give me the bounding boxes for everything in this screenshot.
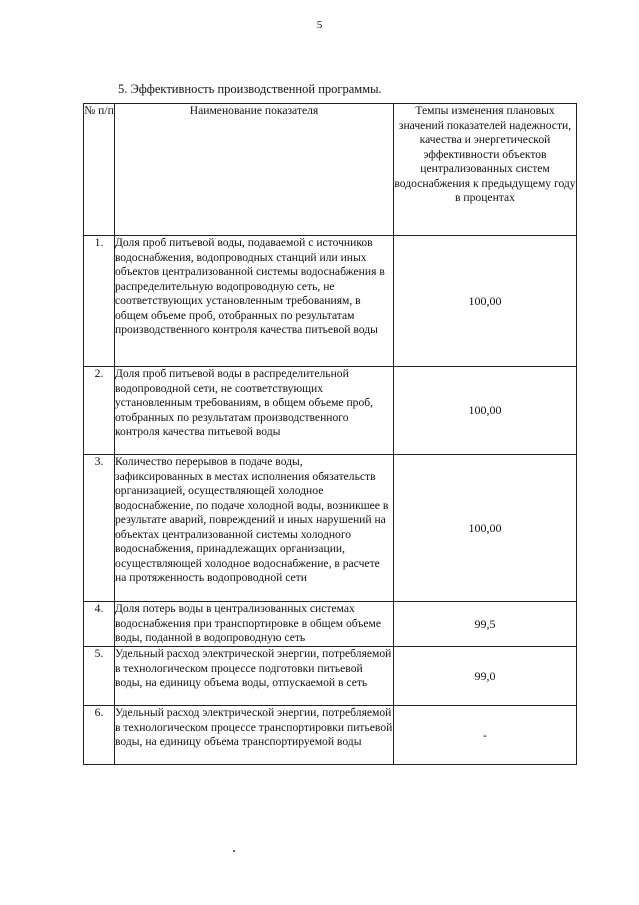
row-value: 99,0 xyxy=(394,647,577,706)
row-value: 100,00 xyxy=(394,236,577,367)
table-row xyxy=(84,236,577,367)
row-indicator-name: Доля потерь воды в централизованных системах водоснабжения при транспортировке в общем объеме воды, поданной в водопроводную сеть xyxy=(115,602,394,647)
row-indicator-name: Удельный расход электрической энергии, потребляемой в технологическом процессе транспортировки питьевой воды, на единицу объема транспортируемой воды xyxy=(115,706,394,765)
scan-speck xyxy=(233,850,235,852)
row-number: 6. xyxy=(84,706,115,765)
page-number: 5 xyxy=(316,19,323,31)
header-indicator-name: Наименование показателя xyxy=(115,104,394,236)
header-change-rate: Темпы изменения плановых значений показателей надежности, качества и энергетической эффективности объектов централизованных систем водоснабжения к предыдущему году в процентах xyxy=(394,104,577,236)
row-indicator-name: Удельный расход электрической энергии, потребляемой в технологическом процессе подготовки питьевой воды, на единицу объема воды, отпускаемой в сеть xyxy=(115,647,394,706)
table-row xyxy=(84,706,577,765)
efficiency-table xyxy=(83,103,577,765)
row-indicator-name: Доля проб питьевой воды, подаваемой с источников водоснабжения, водопроводных станций или иных объектов централизованной системы водоснабжения в распределительную водопроводную сеть, не соответствующих установленным требованиям, в общем объеме проб, отобранных по результатам производственного контроля качества питьевой воды xyxy=(115,236,394,367)
row-value: 100,00 xyxy=(394,367,577,455)
header-number: № п/п xyxy=(84,104,115,236)
table-row xyxy=(84,455,577,602)
table-row xyxy=(84,367,577,455)
row-number: 5. xyxy=(84,647,115,706)
row-number: 2. xyxy=(84,367,115,455)
table-row xyxy=(84,647,577,706)
row-value: - xyxy=(394,706,577,765)
table-row xyxy=(84,602,577,647)
row-number: 3. xyxy=(84,455,115,602)
row-number: 4. xyxy=(84,602,115,647)
row-value: 99,5 xyxy=(394,602,577,647)
section-title: 5. Эффективность производственной программы. xyxy=(118,82,382,96)
row-indicator-name: Доля проб питьевой воды в распределительной водопроводной сети, не соответствующих установленным требованиям, в общем объеме проб, отобранных по результатам производственного контроля качества питьевой воды xyxy=(115,367,394,455)
table-header-row xyxy=(84,104,577,236)
row-indicator-name: Количество перерывов в подаче воды, зафиксированных в местах исполнения обязательств организацией, осуществляющей холодное водоснабжение, по подаче холодной воды, возникшее в результате аварий, повреждений и иных нарушений на объектах централизованной системы холодного водоснабжения, принадлежащих организации, осуществляющей холодное водоснабжение, в расчете на протяженность водопроводной сети xyxy=(115,455,394,602)
row-value: 100,00 xyxy=(394,455,577,602)
row-number: 1. xyxy=(84,236,115,367)
